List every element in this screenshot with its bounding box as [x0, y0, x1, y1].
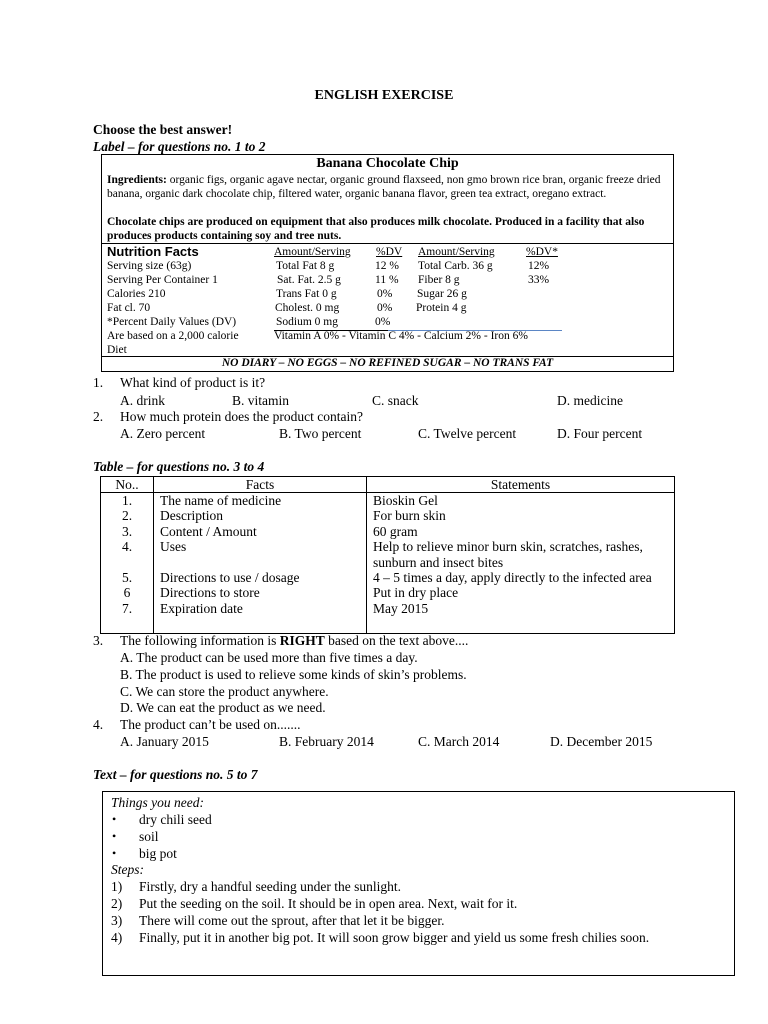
bullet-icon: • [112, 812, 117, 826]
question-3-text [120, 633, 468, 649]
col-header-dv: %DV [376, 246, 403, 258]
question-2-number: 2. [93, 409, 104, 424]
steps-heading: Steps: [111, 862, 144, 877]
row-number: 1. [121, 493, 133, 508]
text-section-heading: Text – for questions no. 5 to 7 [93, 767, 258, 782]
fat-calories: Fat cl. 70 [107, 302, 151, 314]
statement-item: 4 – 5 times a day, apply directly to the infected area [373, 569, 652, 585]
serving-size: Serving size (63g) [107, 260, 192, 272]
thing-item: big pot [139, 846, 177, 861]
bullet-icon: • [112, 846, 117, 860]
statements-cell [367, 493, 675, 634]
question-3-option-a[interactable]: A. The product can be used more than five times a day. [120, 650, 418, 665]
nutrient-total-fat-dv: 12 % [375, 260, 399, 272]
col-header-amount-2: Amount/Serving [418, 246, 495, 258]
question-3-text-end: based on the text above.... [324, 633, 469, 648]
table-body-row [101, 493, 675, 634]
fact-item-spacer [160, 555, 366, 570]
step-item: Put the seeding on the soil. It should be in open area. Next, wait for it. [139, 896, 518, 911]
instruction: Choose the best answer! [93, 122, 233, 137]
ingredients-label: Ingredients: [107, 174, 167, 186]
thing-item: dry chili seed [139, 812, 212, 827]
question-1-number: 1. [93, 375, 104, 390]
nutrition-label [101, 154, 674, 372]
row-number: 3. [121, 523, 133, 539]
procedure-text-box [102, 791, 735, 976]
thing-item: soil [139, 829, 159, 844]
nutrient-total-carb-dv: 12% [528, 260, 550, 272]
fact-item: Uses [160, 539, 187, 555]
step-item: Finally, put it in another big pot. It will soon grow bigger and yield us some fresh chilies soon. [139, 930, 650, 945]
nutrient-sodium: Sodium 0 mg [276, 316, 338, 328]
label-footer: NO DIARY – NO EGGS – NO REFINED SUGAR – NO TRANS FAT [221, 357, 554, 369]
table-header-row [101, 477, 675, 493]
ingredients-text: organic figs, organic agave nectar, organic ground flaxseed, non gmo brown rice bran, organic freeze dried banana, organic dark chocolate chip, filtered water, organic banana flavor, green tea extract, oregano extract. [107, 174, 661, 200]
question-4-text: The product can’t be used on....... [120, 717, 301, 732]
question-2-option-a[interactable]: A. Zero percent [120, 426, 206, 441]
question-1-option-d[interactable]: D. medicine [557, 393, 623, 408]
page-title: ENGLISH EXERCISE [314, 88, 454, 103]
question-3-number: 3. [93, 633, 104, 648]
question-1-option-a[interactable]: A. drink [120, 393, 165, 408]
product-name: Banana Chocolate Chip [316, 156, 459, 171]
table-section-heading: Table – for questions no. 3 to 4 [93, 459, 265, 474]
nutrient-cholesterol-dv: 0% [377, 302, 393, 314]
question-1-option-b[interactable]: B. vitamin [232, 393, 289, 408]
fact-item: Expiration date [160, 600, 243, 616]
servings-per-container: Serving Per Container 1 [107, 274, 218, 286]
nutrient-fiber-dv: 33% [528, 274, 550, 286]
header-no: No.. [101, 477, 154, 493]
statement-item: For burn skin [373, 508, 446, 524]
step-number: 4) [111, 930, 123, 945]
question-3-text-start: The following information is [120, 633, 280, 648]
nutrient-total-fat: Total Fat 8 g [276, 260, 335, 272]
nutrition-heading: Nutrition Facts [107, 244, 199, 259]
nutrient-trans-fat: Trans Fat 0 g [276, 288, 337, 300]
step-number: 3) [111, 913, 123, 928]
nutrient-fiber: Fiber 8 g [418, 274, 460, 286]
nutrient-sat-fat-dv: 11 % [375, 274, 399, 286]
statement-item: Bioskin Gel [373, 493, 438, 508]
allergen-warning: Chocolate chips are produced on equipment that also produces milk chocolate. Produced in a facility that also produces products containing soy and tree nuts. [107, 216, 645, 242]
question-3-option-c[interactable]: C. We can store the product anywhere. [120, 684, 329, 699]
question-4-number: 4. [93, 717, 104, 732]
nutrient-sugar: Sugar 26 g [417, 288, 467, 300]
question-3-option-d[interactable]: D. We can eat the product as we need. [120, 700, 326, 715]
question-3-option-b[interactable]: B. The product is used to relieve some kinds of skin’s problems. [120, 667, 467, 682]
col-header-amount: Amount/Serving [274, 246, 351, 258]
row-number-spacer [101, 555, 153, 570]
dv-note: *Percent Daily Values (DV) [107, 316, 237, 328]
row-number: 6 [123, 585, 131, 601]
step-number: 1) [111, 879, 123, 894]
nutrient-total-carb: Total Carb. 36 g [418, 260, 493, 272]
step-item: There will come out the sprout, after that let it be bigger. [139, 913, 445, 928]
nutrient-trans-fat-dv: 0% [377, 288, 393, 300]
question-2-option-b[interactable]: B. Two percent [279, 426, 362, 441]
fact-item: Directions to use / dosage [160, 569, 300, 585]
things-heading: Things you need: [111, 795, 204, 810]
dv-note-3: Diet [107, 344, 127, 356]
header-facts: Facts [154, 477, 367, 493]
nutrient-sat-fat: Sat. Fat. 2.5 g [277, 274, 341, 286]
fact-item: The name of medicine [160, 493, 282, 508]
question-4-option-a[interactable]: A. January 2015 [120, 734, 209, 749]
row-number: 4. [121, 539, 133, 555]
label-section-heading: Label – for questions no. 1 to 2 [93, 139, 266, 154]
step-number: 2) [111, 896, 123, 911]
question-1-text: What kind of product is it? [120, 375, 266, 390]
question-4-option-c[interactable]: C. March 2014 [418, 734, 500, 749]
dv-note-2: Are based on a 2,000 calorie [107, 330, 239, 342]
vitamins: Vitamin A 0% - Vitamin C 4% - Calcium 2% - Iron 6% [274, 330, 528, 342]
fact-item: Content / Amount [160, 523, 257, 539]
nutrient-cholesterol: Cholest. 0 mg [275, 302, 340, 314]
bullet-icon: • [112, 829, 117, 843]
facts-table [100, 476, 675, 634]
nutrient-sodium-dv: 0% [375, 316, 391, 328]
numbers-cell [101, 493, 154, 634]
row-number: 7. [121, 600, 133, 616]
facts-cell [154, 493, 367, 634]
row-number: 2. [121, 508, 133, 524]
header-statements: Statements [367, 477, 675, 493]
calories: Calories 210 [107, 288, 166, 300]
question-3-emphasis: RIGHT [279, 633, 325, 648]
statement-item: 60 gram [373, 523, 418, 539]
ingredients [107, 173, 669, 201]
statement-item: Put in dry place [373, 585, 459, 601]
question-2-option-c[interactable]: C. Twelve percent [418, 426, 517, 441]
fact-item: Description [160, 508, 223, 524]
question-4-option-d[interactable]: D. December 2015 [550, 734, 653, 749]
step-item: Firstly, dry a handful seeding under the sunlight. [139, 879, 401, 894]
col-header-dv-2: %DV* [526, 246, 558, 258]
question-2-option-d[interactable]: D. Four percent [557, 426, 643, 441]
row-number: 5. [121, 569, 133, 585]
question-4-option-b[interactable]: B. February 2014 [279, 734, 374, 749]
question-1-option-c[interactable]: C. snack [372, 393, 419, 408]
nutrient-protein: Protein 4 g [416, 302, 467, 314]
statement-item: May 2015 [373, 600, 429, 616]
statement-item: Help to relieve minor burn skin, scratches, rashes, sunburn and insect bites [373, 539, 643, 570]
fact-item: Directions to store [160, 585, 260, 601]
question-2-text: How much protein does the product contain? [120, 409, 363, 424]
